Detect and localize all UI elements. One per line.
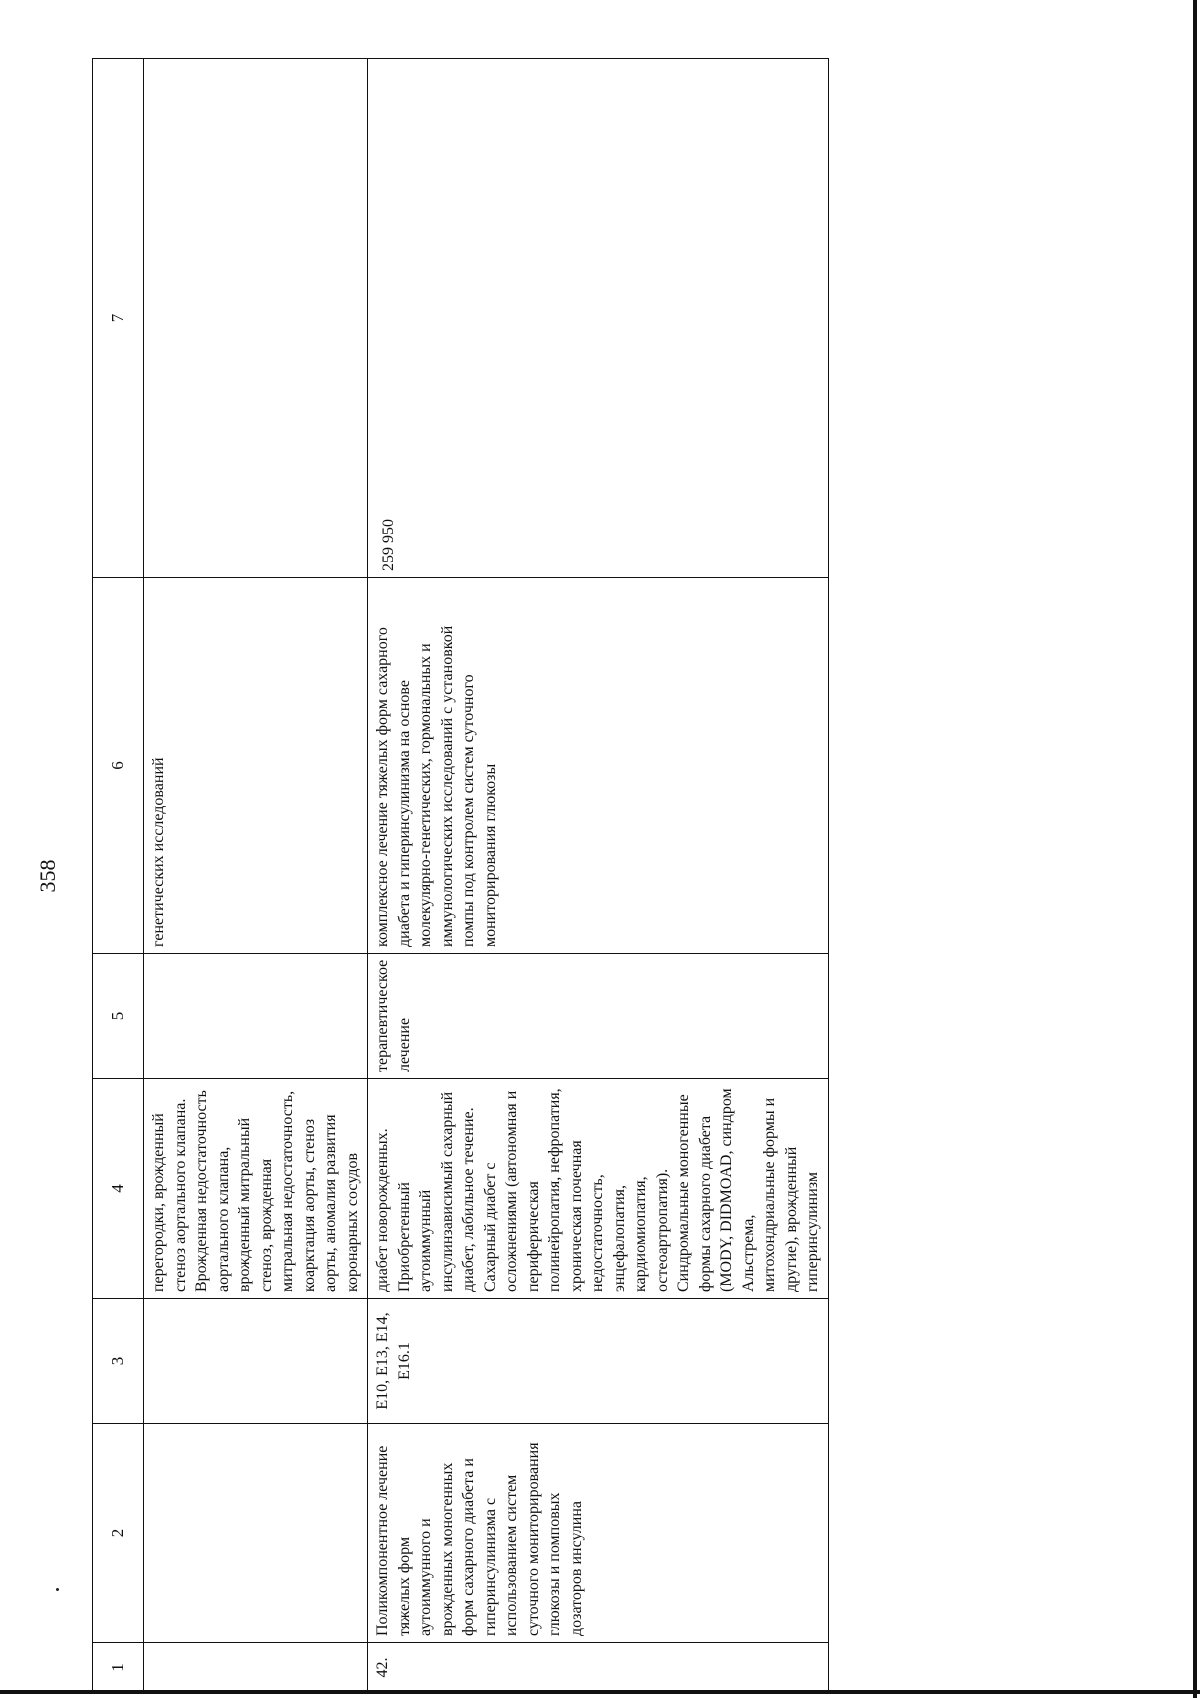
column-header: 6 [93,578,144,954]
row-number: 42. [368,1643,829,1693]
care-name: Поликомпонентное лечение тяжелых форм аутоиммунного и врожденных моногенных форм сахарного диабета и гиперинсулинизма с использованием систем суточного мониторирования глюкозы и помповых дозаторов инсулина [368,1424,829,1643]
icd-codes [144,1299,368,1424]
column-header: 2 [93,1424,144,1643]
table-row [144,59,368,1693]
treatment-method: генетических исследований [144,578,368,954]
patient-model: перегородки, врожденный стеноз аортального клапана. Врожденная недостаточность аортального клапана, врожденный митральный стеноз, врожденная митральная недостаточность, коарктация аорты, стеноз аорты, аномалия развития коронарных сосудов [144,1079,368,1299]
treatment-method: комплексное лечение тяжелых форм сахарного диабета и гиперинсулинизма на основе молекулярно-генетических, гормональных и иммунологических исследований с установкой помпы под контролем систем суточного мониторирования глюкозы [368,578,829,954]
patient-model: диабет новорожденных. Приобретенный аутоиммунный инсулинзависимый сахарный диабет, лабильное течение. Сахарный диабет с осложнениями (автономная и периферическая полинейропатия, нефропатия, хроническая почечная недостаточность, энцефалопатия, кардиомиопатия, остеоартропатия). Синдромальные моногенные формы сахарного диабета (MODY, DIDMOAD, синдром Альстрема, митохондриальные формы и другие), врожденный гиперинсулинизм [368,1079,829,1299]
cost-value: 259 950 [368,59,829,578]
table-header-row [93,59,144,1693]
row-number [144,1643,368,1693]
column-header: 5 [93,954,144,1079]
treatment-type [144,954,368,1079]
icd-codes: E10, E13, E14, E16.1 [368,1299,829,1424]
column-header: 1 [93,1643,144,1693]
column-header: 7 [93,59,144,578]
care-name [144,1424,368,1643]
rotated-page [35,59,821,1693]
table-row [368,59,829,1693]
column-header: 4 [93,1079,144,1299]
cost-value [144,59,368,578]
page-number: 358 [35,859,60,893]
treatment-type: терапевтическое лечение [368,954,829,1079]
medical-care-table [92,58,829,1693]
scan-edge-right [1193,0,1197,1698]
column-header: 3 [93,1299,144,1424]
